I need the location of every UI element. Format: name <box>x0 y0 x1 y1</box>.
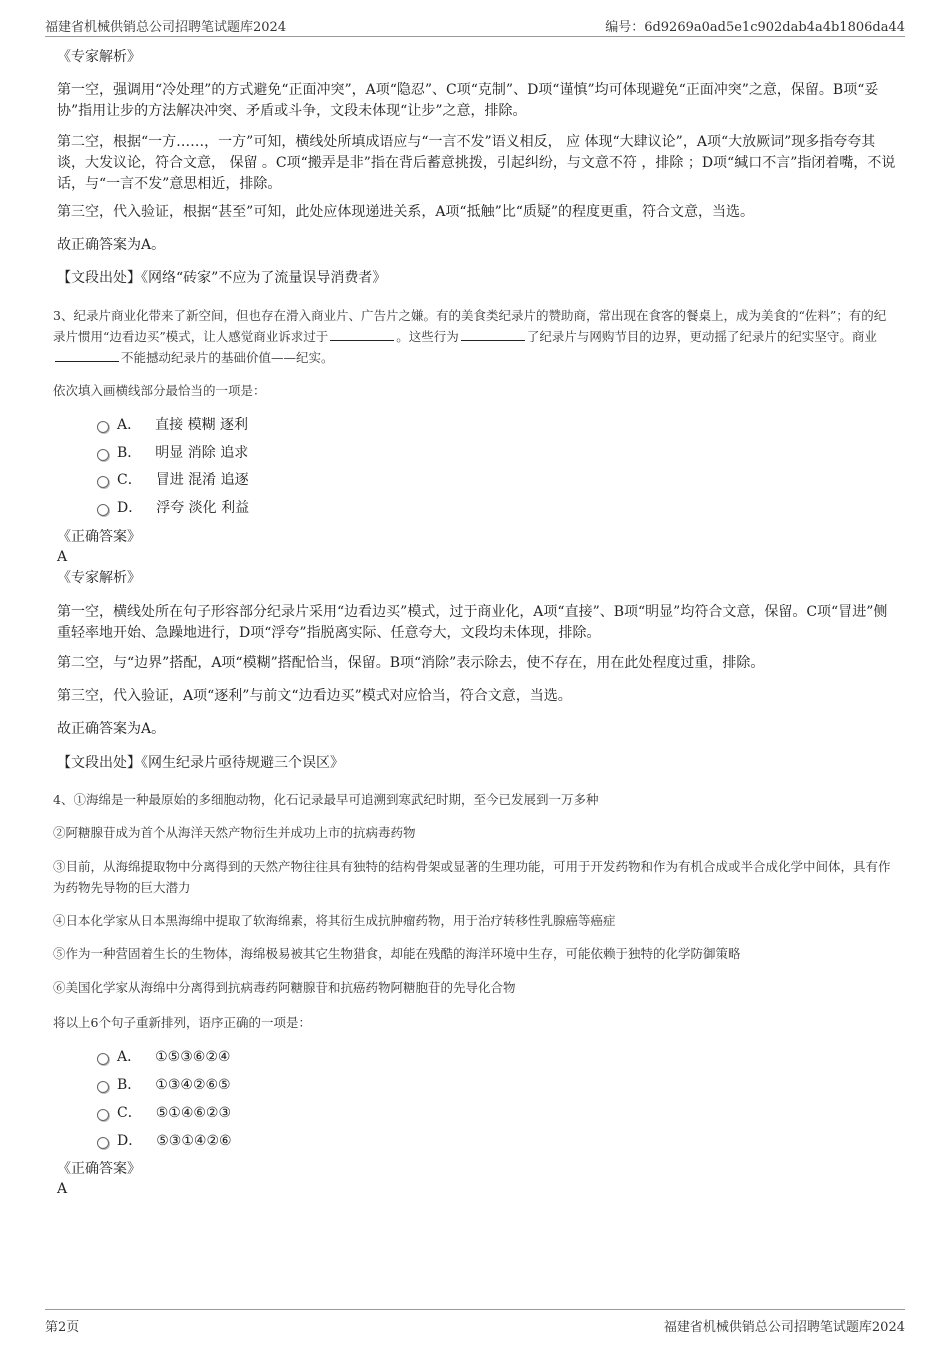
fill-blank <box>461 328 525 341</box>
analysis-label: 《专家解析》 <box>57 49 141 65</box>
source-line: 【文段出处】《网生纪录片亟待规避三个误区》 <box>57 755 344 771</box>
analysis-paragraph: 第一空，强调用“冷处理”的方式避免“正面冲突”，A项“隐忍”、C项“克制”、D项“谨慎”均可体现避免“正面冲突”之意，保留。B项“妥协”指用让步的方法解决冲突、矛盾或斗争，文段未体现“让步”之意，排除。 <box>57 82 879 119</box>
option-a[interactable]: A． ①⑤③⑥②④ <box>97 1047 230 1067</box>
analysis-paragraph: 第二空，根据“一方……，一方”可知，横线处所填成语应与“一言不发”语义相反， 应 体现“大肆议论”，A项“大放厥词”现多指夸夸其谈，大发议论，符合文意， 保留 。C项“搬弄是非”指在背后蓄意挑拨，引起纠纷，与文意不符 ，排除 ；D项“缄口不言”指闭着嘴，不说话，与“一言不发”意思相近，排除。 <box>57 134 896 192</box>
page-header <box>45 14 905 37</box>
analysis-paragraph: 第二空，与“边界”搭配，A项“模糊”搭配恰当，保留。B项“消除”表示除去，使不存在，用在此处程度过重，排除。 <box>57 655 765 671</box>
fill-blank <box>55 349 119 362</box>
option-c[interactable]: C． ⑤①④⑥②③ <box>97 1103 231 1123</box>
radio-icon[interactable] <box>97 1137 109 1149</box>
answer-label: 《正确答案》 <box>57 529 141 545</box>
sentence-item: ④日本化学家从日本黑海绵中提取了软海绵素，将其衍生成抗肿瘤药物，用于治疗转移性乳腺癌等癌症 <box>53 913 616 928</box>
analysis-label: 《专家解析》 <box>57 570 141 586</box>
option-b[interactable]: B． ①③④②⑥⑤ <box>97 1075 231 1095</box>
option-b[interactable]: B． 明显 消除 追求 <box>97 443 248 463</box>
sentence-item: ③目前，从海绵提取物中分离得到的天然产物往往具有独特的结构骨架或显著的生理功能，可用于开发药物和作为有机合成或半合成化学中间体，具有作为药物先导物的巨大潜力 <box>53 859 891 895</box>
header-title: 福建省机械供销总公司招聘笔试题库2024 <box>45 20 287 35</box>
analysis-paragraph: 第三空，代入验证，A项“逐利”与前文“边看边买”模式对应恰当，符合文意，当选。 <box>57 688 572 704</box>
radio-icon[interactable] <box>97 476 109 488</box>
option-a[interactable]: A． 直接 模糊 逐利 <box>97 415 248 435</box>
source-line: 【文段出处】《网络“砖家”不应为了流量误导消费者》 <box>57 270 387 286</box>
answer-value: A <box>57 549 68 565</box>
fill-blank <box>330 328 394 341</box>
page-number: 第2页 <box>45 1320 80 1335</box>
page-footer <box>45 1309 905 1334</box>
analysis-paragraph: 第一空，横线处所在句子形容部分纪录片采用“边看边买”模式，过于商业化，A项“直接”、B项“明显”均符合文意，保留。C项“冒进”侧重轻率地开始、急躁地进行，D项“浮夸”指脱离实际、任意夸大，文段均未体现，排除。 <box>57 604 888 641</box>
question-stem: 3、纪录片商业化带来了新空间，但也存在滑入商业片、广告片之嫌。有的美食类纪录片的赞助商，常出现在食客的餐桌上，成为美食的“佐料”；有的纪录片惯用“边看边买”模式，让人感觉商业诉求过于 。这些行为 了纪录片与网购节目的边界，更动摇了纪录片的纪实坚守。商业不能撼动纪录片的基础价值——纪实。 <box>53 308 887 365</box>
header-code: 编号：6d9269a0ad5e1c902dab4a4b1806da44 <box>605 20 905 35</box>
question-prompt: 将以上6个句子重新排列，语序正确的一项是： <box>53 1015 311 1030</box>
sentence-item: 4、①海绵是一种最原始的多细胞动物，化石记录最早可追溯到寒武纪时期，至今已发展到一万多种 <box>53 792 599 807</box>
radio-icon[interactable] <box>97 504 109 516</box>
sentence-item: ②阿糖腺苷成为首个从海洋天然产物衍生并成功上市的抗病毒药物 <box>53 825 416 840</box>
conclusion: 故正确答案为A。 <box>57 237 166 253</box>
sentence-item: ⑤作为一种营固着生长的生物体，海绵极易被其它生物猎食，却能在残酷的海洋环境中生存，可能依赖于独特的化学防御策略 <box>53 946 741 961</box>
option-c[interactable]: C． 冒进 混淆 追逐 <box>97 470 249 490</box>
radio-icon[interactable] <box>97 1053 109 1065</box>
answer-label: 《正确答案》 <box>57 1161 141 1177</box>
question-prompt: 依次填入画横线部分最恰当的一项是： <box>53 383 266 398</box>
radio-icon[interactable] <box>97 421 109 433</box>
option-d[interactable]: D． ⑤③①④②⑥ <box>97 1131 232 1151</box>
option-d[interactable]: D． 浮夸 淡化 利益 <box>97 498 249 518</box>
radio-icon[interactable] <box>97 1109 109 1121</box>
analysis-paragraph: 第三空，代入验证，根据“甚至”可知，此处应体现递进关系，A项“抵触”比“质疑”的程度更重，符合文意，当选。 <box>57 204 755 220</box>
sentence-item: ⑥美国化学家从海绵中分离得到抗病毒药阿糖腺苷和抗癌药物阿糖胞苷的先导化合物 <box>53 980 516 995</box>
answer-value: A <box>57 1181 68 1197</box>
radio-icon[interactable] <box>97 1081 109 1093</box>
conclusion: 故正确答案为A。 <box>57 721 166 737</box>
radio-icon[interactable] <box>97 449 109 461</box>
footer-title: 福建省机械供销总公司招聘笔试题库2024 <box>663 1320 905 1335</box>
